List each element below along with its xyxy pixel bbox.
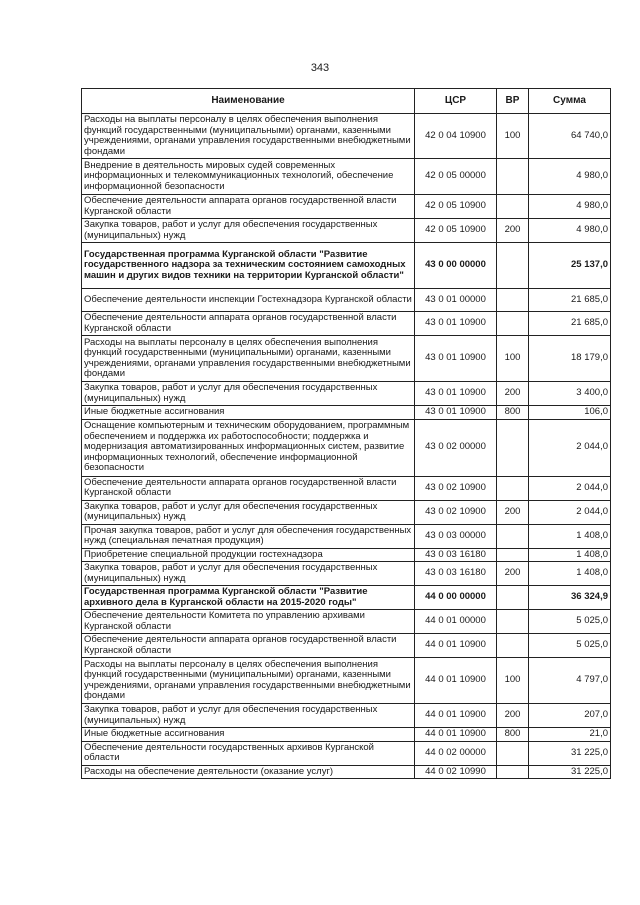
table-row	[82, 524, 611, 548]
table-row	[82, 312, 611, 336]
cell-name: Государственная программа Курганской области "Развитие государственного надзора за техническим состоянием самоходных машин и других видов техники на территории Курганской области"	[82, 243, 415, 289]
cell-name: Обеспечение деятельности аппарата органов государственной власти Курганской области	[82, 312, 415, 336]
cell-csr: 43 0 01 10900	[415, 406, 497, 420]
cell-name: Оснащение компьютерным и техническим оборудованием, программным обеспечением и поддержка их работоспособности; поддержка и модернизация автоматизированных информационных систем, развитие информационных технологий, обеспечение информационной безопасности	[82, 419, 415, 476]
table-row	[82, 704, 611, 728]
cell-vr: 200	[497, 219, 529, 243]
cell-csr: 44 0 01 10900	[415, 634, 497, 658]
cell-vr	[497, 195, 529, 219]
cell-csr: 43 0 01 00000	[415, 289, 497, 312]
cell-sum: 21,0	[529, 728, 611, 742]
cell-name: Обеспечение деятельности инспекции Гостехнадзора Курганской области	[82, 289, 415, 312]
cell-sum: 1 408,0	[529, 524, 611, 548]
table-row	[82, 243, 611, 289]
cell-csr: 43 0 03 00000	[415, 524, 497, 548]
cell-name: Обеспечение деятельности аппарата органов государственной власти Курганской области	[82, 195, 415, 219]
cell-csr: 44 0 02 00000	[415, 741, 497, 765]
cell-name: Расходы на выплаты персоналу в целях обеспечения выполнения функций государственными (муниципальными) органами, казенными учреждениями, органами управления государственными внебюджетными фондами	[82, 658, 415, 704]
cell-vr: 200	[497, 562, 529, 586]
cell-sum: 4 980,0	[529, 195, 611, 219]
cell-name: Иные бюджетные ассигнования	[82, 728, 415, 742]
cell-sum: 21 685,0	[529, 289, 611, 312]
header-sum: Сумма	[529, 89, 611, 114]
header-vr: ВР	[497, 89, 529, 114]
cell-name: Государственная программа Курганской области "Развитие архивного дела в Курганской области на 2015-2020 годы"	[82, 586, 415, 610]
cell-sum: 3 400,0	[529, 382, 611, 406]
cell-vr	[497, 312, 529, 336]
table-row	[82, 159, 611, 195]
cell-sum: 18 179,0	[529, 336, 611, 382]
table-row	[82, 476, 611, 500]
cell-sum: 2 044,0	[529, 500, 611, 524]
cell-name: Прочая закупка товаров, работ и услуг для обеспечения государственных нужд (специальная печатная продукция)	[82, 524, 415, 548]
cell-csr: 43 0 03 16180	[415, 562, 497, 586]
cell-vr: 200	[497, 500, 529, 524]
cell-vr	[497, 765, 529, 779]
cell-csr: 43 0 02 10900	[415, 476, 497, 500]
cell-sum: 64 740,0	[529, 114, 611, 159]
cell-csr: 44 0 01 10900	[415, 658, 497, 704]
table-row	[82, 548, 611, 562]
cell-name: Расходы на выплаты персоналу в целях обеспечения выполнения функций государственными (муниципальными) органами, казенными учреждениями, органами управления государственными внебюджетными фондами	[82, 114, 415, 159]
table-header-row	[82, 89, 611, 114]
cell-vr	[497, 634, 529, 658]
cell-sum: 207,0	[529, 704, 611, 728]
table-row	[82, 406, 611, 420]
cell-sum: 36 324,9	[529, 586, 611, 610]
cell-sum: 31 225,0	[529, 741, 611, 765]
table-body	[82, 114, 611, 779]
table-row	[82, 741, 611, 765]
cell-sum: 4 980,0	[529, 159, 611, 195]
cell-csr: 43 0 02 00000	[415, 419, 497, 476]
cell-csr: 43 0 01 10900	[415, 382, 497, 406]
cell-name: Приобретение специальной продукции гостехнадзора	[82, 548, 415, 562]
table-row	[82, 586, 611, 610]
cell-name: Обеспечение деятельности аппарата органов государственной власти Курганской области	[82, 476, 415, 500]
cell-vr: 100	[497, 658, 529, 704]
cell-sum: 2 044,0	[529, 419, 611, 476]
cell-sum: 5 025,0	[529, 634, 611, 658]
cell-csr: 42 0 05 00000	[415, 159, 497, 195]
table-row	[82, 500, 611, 524]
cell-csr: 44 0 02 10990	[415, 765, 497, 779]
table-row	[82, 562, 611, 586]
cell-csr: 43 0 00 00000	[415, 243, 497, 289]
table-row	[82, 610, 611, 634]
cell-sum: 106,0	[529, 406, 611, 420]
cell-name: Обеспечение деятельности государственных архивов Курганской области	[82, 741, 415, 765]
cell-vr: 200	[497, 382, 529, 406]
budget-table	[81, 88, 611, 779]
table-row	[82, 728, 611, 742]
cell-name: Внедрение в деятельность мировых судей современных информационных и телекоммуникационных технологий, обеспечение информационной безопасности	[82, 159, 415, 195]
cell-vr	[497, 741, 529, 765]
cell-name: Иные бюджетные ассигнования	[82, 406, 415, 420]
cell-name: Обеспечение деятельности Комитета по управлению архивами Курганской области	[82, 610, 415, 634]
table-row	[82, 382, 611, 406]
cell-vr	[497, 610, 529, 634]
cell-csr: 44 0 01 10900	[415, 728, 497, 742]
page-number: 343	[310, 62, 330, 74]
cell-vr: 200	[497, 704, 529, 728]
cell-csr: 44 0 01 10900	[415, 704, 497, 728]
cell-vr: 800	[497, 728, 529, 742]
cell-name: Закупка товаров, работ и услуг для обеспечения государственных (муниципальных) нужд	[82, 704, 415, 728]
cell-csr: 43 0 03 16180	[415, 548, 497, 562]
cell-csr: 42 0 05 10900	[415, 219, 497, 243]
table-row	[82, 336, 611, 382]
cell-sum: 4 980,0	[529, 219, 611, 243]
cell-csr: 43 0 01 10900	[415, 336, 497, 382]
table-row	[82, 634, 611, 658]
cell-csr: 43 0 02 10900	[415, 500, 497, 524]
cell-vr	[497, 586, 529, 610]
cell-csr: 42 0 04 10900	[415, 114, 497, 159]
cell-vr: 100	[497, 336, 529, 382]
cell-name: Закупка товаров, работ и услуг для обеспечения государственных (муниципальных) нужд	[82, 500, 415, 524]
cell-vr	[497, 243, 529, 289]
cell-name: Закупка товаров, работ и услуг для обеспечения государственных (муниципальных) нужд	[82, 382, 415, 406]
cell-vr	[497, 289, 529, 312]
cell-vr	[497, 476, 529, 500]
cell-sum: 31 225,0	[529, 765, 611, 779]
cell-sum: 2 044,0	[529, 476, 611, 500]
table-row	[82, 195, 611, 219]
cell-csr: 43 0 01 10900	[415, 312, 497, 336]
cell-sum: 21 685,0	[529, 312, 611, 336]
cell-vr: 100	[497, 114, 529, 159]
cell-sum: 4 797,0	[529, 658, 611, 704]
cell-name: Закупка товаров, работ и услуг для обеспечения государственных (муниципальных) нужд	[82, 219, 415, 243]
cell-vr	[497, 548, 529, 562]
cell-sum: 1 408,0	[529, 562, 611, 586]
cell-csr: 44 0 01 00000	[415, 610, 497, 634]
cell-sum: 1 408,0	[529, 548, 611, 562]
table-row	[82, 765, 611, 779]
cell-sum: 25 137,0	[529, 243, 611, 289]
header-csr: ЦСР	[415, 89, 497, 114]
cell-vr	[497, 524, 529, 548]
cell-name: Обеспечение деятельности аппарата органов государственной власти Курганской области	[82, 634, 415, 658]
table-row	[82, 219, 611, 243]
cell-vr: 800	[497, 406, 529, 420]
cell-csr: 42 0 05 10900	[415, 195, 497, 219]
cell-name: Расходы на обеспечение деятельности (оказание услуг)	[82, 765, 415, 779]
header-name: Наименование	[82, 89, 415, 114]
table-row	[82, 289, 611, 312]
cell-sum: 5 025,0	[529, 610, 611, 634]
cell-csr: 44 0 00 00000	[415, 586, 497, 610]
table-row	[82, 419, 611, 476]
cell-vr	[497, 159, 529, 195]
table-row	[82, 658, 611, 704]
cell-name: Расходы на выплаты персоналу в целях обеспечения выполнения функций государственными (муниципальными) органами, казенными учреждениями, органами управления государственными внебюджетными фондами	[82, 336, 415, 382]
table-row	[82, 114, 611, 159]
cell-name: Закупка товаров, работ и услуг для обеспечения государственных (муниципальных) нужд	[82, 562, 415, 586]
cell-vr	[497, 419, 529, 476]
